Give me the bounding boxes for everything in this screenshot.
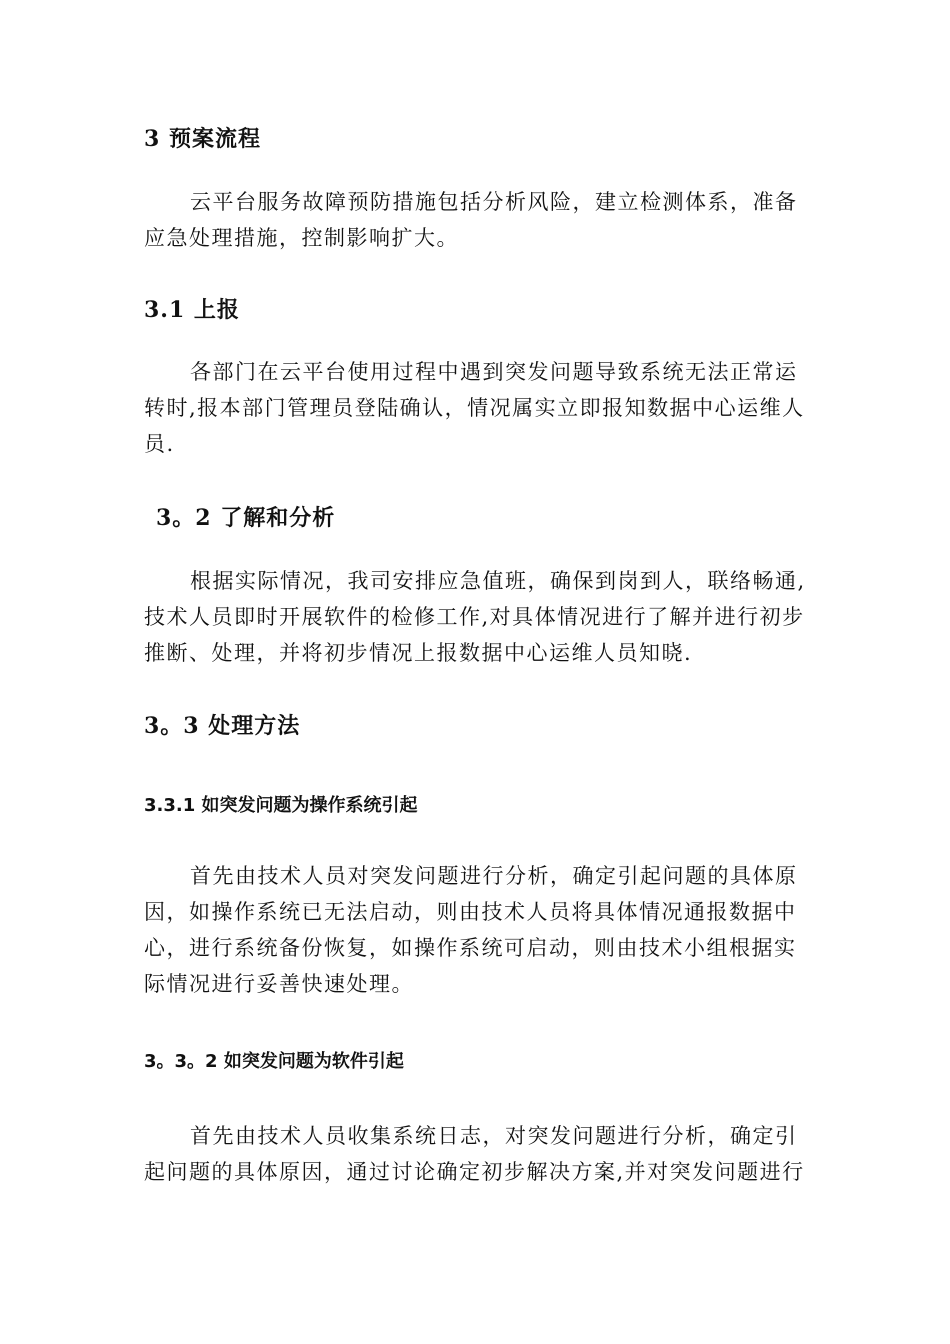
paragraph-line: 各部门在云平台使用过程中遇到突发问题导致系统无法正常运 — [190, 360, 798, 384]
paragraph-line: 员. — [144, 432, 175, 456]
section-3-3-heading: 3。3 处理方法 — [144, 713, 301, 739]
paragraph-line: 心，进行系统备份恢复，如操作系统可启动，则由技术小组根据实 — [144, 936, 797, 960]
section-3-3-2-heading: 3。3。2 如突发问题为软件引起 — [144, 1051, 404, 1072]
section-3-heading: 3 预案流程 — [144, 126, 261, 152]
section-3-1-paragraph — [144, 354, 806, 462]
section-3-3-1-heading: 3.3.1 如突发问题为操作系统引起 — [144, 795, 418, 816]
section-3-2-heading: 3。2 了解和分析 — [156, 505, 336, 531]
paragraph-line: 起问题的具体原因，通过讨论确定初步解决方案,并对突发问题进行 — [144, 1160, 805, 1184]
paragraph-line: 转时,报本部门管理员登陆确认，情况属实立即报知数据中心运维人 — [144, 396, 805, 420]
paragraph-line: 因，如操作系统已无法启动，则由技术人员将具体情况通报数据中 — [144, 900, 797, 924]
paragraph-line: 首先由技术人员对突发问题进行分析，确定引起问题的具体原 — [190, 864, 798, 888]
paragraph-line: 根据实际情况，我司安排应急值班，确保到岗到人，联络畅通, — [190, 569, 806, 593]
paragraph-line: 技术人员即时开展软件的检修工作,对具体情况进行了解并进行初步 — [144, 605, 805, 629]
section-3-3-1-paragraph — [144, 858, 806, 1002]
paragraph-line: 首先由技术人员收集系统日志，对突发问题进行分析，确定引 — [190, 1124, 798, 1148]
paragraph-line: 推断、处理，并将初步情况上报数据中心运维人员知晓. — [144, 641, 693, 665]
section-3-2-paragraph — [144, 563, 806, 671]
paragraph-line: 云平台服务故障预防措施包括分析风险，建立检测体系，准备 — [190, 190, 798, 214]
paragraph-line: 应急处理措施，控制影响扩大。 — [144, 226, 459, 250]
section-3-1-heading: 3.1 上报 — [144, 297, 240, 323]
section-3-3-2-paragraph — [144, 1118, 806, 1190]
section-3-paragraph — [144, 184, 806, 256]
paragraph-line: 际情况进行妥善快速处理。 — [144, 972, 414, 996]
